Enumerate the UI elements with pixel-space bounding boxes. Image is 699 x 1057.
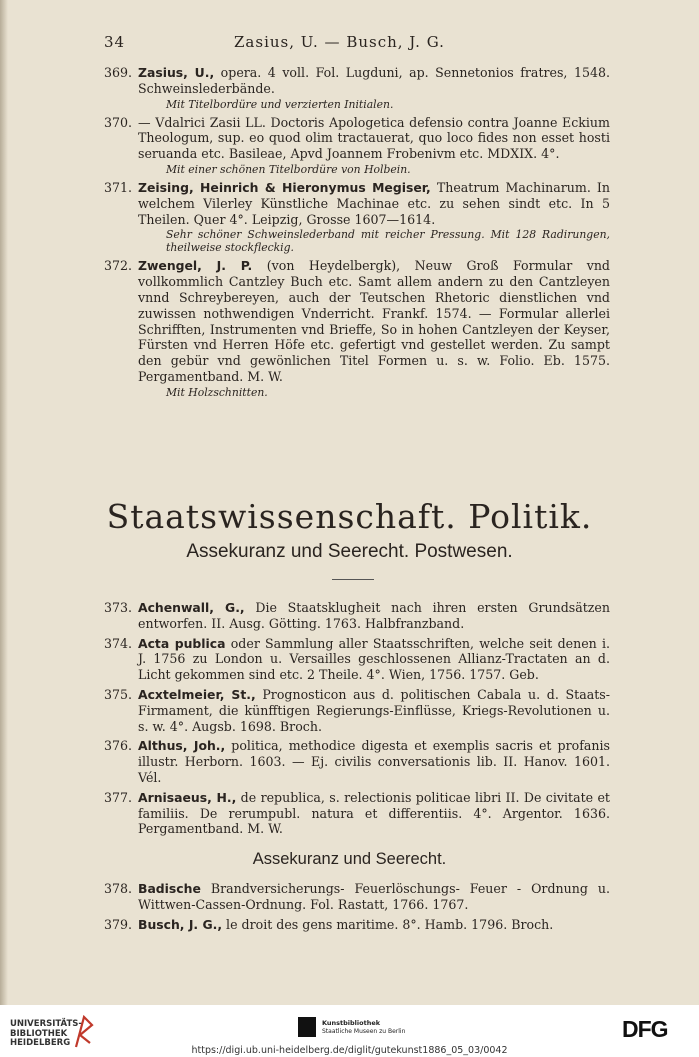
entries-seerecht	[104, 881, 610, 936]
entry-number: 370.	[104, 114, 133, 130]
catalog-entry	[104, 790, 610, 837]
catalog-entry	[104, 600, 610, 632]
entry-author: Busch, J. G.,	[138, 916, 223, 932]
entry-author: Zasius, U.,	[138, 65, 215, 80]
university-library-label[interactable]: UNIVERSITÄTS- BIBLIOTHEK HEIDELBERG	[10, 1019, 82, 1048]
entry-note: Mit Holzschnitten.	[166, 385, 268, 399]
entry-number: 377.	[104, 789, 133, 805]
entry-author: Althus, Joh.,	[138, 738, 226, 754]
permalink-url[interactable]: https://digi.ub.uni-heidelberg.de/diglit/gutekunst1886_05_03/0042	[191, 1045, 508, 1056]
entry-author: Achenwall, G.,	[138, 600, 245, 615]
entry-number: 378.	[104, 881, 133, 896]
catalog-entry	[104, 881, 610, 913]
catalog-entry	[104, 65, 610, 111]
entry-number: 369.	[104, 65, 133, 80]
entry-number: 371.	[104, 179, 133, 195]
entry-text: politica, methodice digesta et exemplis sacris et profanis illustr. Herborn. 1603. — Ej. civilis conversationis lib. II. Hanov. 1601. Vél.	[138, 738, 610, 785]
entry-author: Zwengel, J. P.	[138, 258, 253, 274]
entry-text: opera. 4 voll. Fol. Lugduni, ap. Sennetonios fratres, 1548. Schweinslederbände.	[138, 65, 610, 96]
entry-note: Mit einer schönen Titelbordüre von Holbein.	[166, 162, 411, 176]
entry-note: Mit Titelbordüre und verzierten Initialen.	[166, 97, 394, 111]
entry-number: 373.	[104, 600, 133, 615]
entries-top	[104, 65, 610, 403]
running-title: Zasius, U. — Busch, J. G.	[234, 33, 445, 51]
entry-text: le droit des gens maritime. 8°. Hamb. 1796. Broch.	[222, 916, 554, 932]
section-title: Staatswissenschaft. Politik.	[106, 497, 593, 536]
section-subtitle: Assekuranz und Seerecht. Postwesen.	[186, 541, 513, 562]
entry-author: Arnisaeus, H.,	[138, 789, 237, 805]
entry-number: 376.	[104, 738, 133, 754]
catalog-entry	[104, 917, 610, 933]
entry-note: Sehr schöner Schweinslederband mit reicher Pressung. Mit 128 Radirungen, theilweise stockfleckig.	[166, 228, 610, 255]
entry-number: 375.	[104, 686, 133, 702]
entry-text: (von Heydelbergk), Neuw Groß Formular vnd vollkommlich Cantzley Buch etc. Samt allem andern zu den Cantzleyen vnnd Schreybereyen, auch der Teutschen Rhetoric dienstlichen vnd zuwissen nothwendigen Vnderricht. Frankf. 1574. — Formular allerlei Schrifften, Instrumenten vnd Brieffe, So in hohen Cantzleyen der Keyser, Fürsten vnd Herren Höfe etc. gefertigt vnd gestellet werden. Zu sampt den gebür vnd gewönlichen Titel Formen u. s. w. Folio. Eb. 1575. Pergamentband. M. W.	[138, 258, 610, 384]
entry-text: — Vdalrici Zasii LL. Doctoris Apologetica defensio contra Joanne Eckium Theologum, sup. eo quod olim tractauerat, quo loco fides non esset hosti seruanda etc. Basileae, Apvd Joannem Frobenivm etc. MDXIX. 4°.	[138, 114, 610, 162]
kunstbibliothek-logo-icon[interactable]	[298, 1017, 316, 1037]
entry-text: oder Sammlung aller Staatsschriften, welche seit denen i. J. 1756 zu London u. Versailles geschlossenen Allianz-Tractaten an d. Licht gekommen sind etc. 2 Theile. 4°. Wien, 1756. 1757. Geb.	[138, 635, 611, 683]
entry-number: 379.	[104, 916, 133, 932]
entry-author: Badische	[138, 881, 201, 896]
kunstbibliothek-label: Kunstbibliothek Staatliche Museen zu Berlin	[322, 1019, 406, 1035]
dfg-logo[interactable]: DFG	[622, 1016, 668, 1042]
entry-text: de republica, s. relectionis politicae libri II. De civitate et familiis. De rerumpubl. natura et differentiis. 4°. Argentor. 1636. Pergamentband. M. W.	[138, 789, 610, 837]
catalog-entry	[104, 115, 610, 176]
subsection-title: Assekuranz und Seerecht.	[252, 850, 447, 868]
entry-text: Die Staatsklugheit nach ihren ersten Grundsätzen entworfen. II. Ausg. Götting. 1763. Halbfranzband.	[138, 600, 610, 631]
catalog-entry	[104, 258, 610, 398]
viewer-footer	[0, 1005, 699, 1057]
entry-number: 374.	[104, 635, 133, 651]
entry-number: 372.	[104, 258, 133, 274]
entry-text: Brandversicherungs- Feuerlöschungs- Feuer - Ordnung u. Wittwen-Cassen-Ordnung. Fol. Rastatt, 1766. 1767.	[138, 881, 610, 912]
entry-author: Acta publica	[138, 635, 226, 651]
entry-text: Prognosticon aus d. politischen Cabala u. d. Staats-Firmament, die künfftigen Regierungs-Einflüsse, Kriegs-Revolutionen u. s. w. 4°. Augsb. 1698. Broch.	[138, 686, 610, 734]
entries-politik	[104, 600, 610, 841]
section-divider	[332, 579, 374, 580]
catalog-entry	[104, 687, 610, 734]
catalog-entry	[104, 636, 610, 683]
entry-text: Theatrum Machinarum. In welchem Vilerley Künstliche Machinae etc. zu sehen sindt etc. In 5 Theilen. Quer 4°. Leipzig, Grosse 1607—1614.	[138, 179, 611, 227]
catalog-entry	[104, 738, 610, 785]
entry-author: Zeising, Heinrich & Hieronymus Megiser,	[138, 179, 431, 195]
entry-author: Acxtelmeier, St.,	[138, 686, 256, 702]
heidelberg-logo-icon[interactable]	[74, 1015, 94, 1049]
catalog-entry	[104, 180, 610, 254]
page-number: 34	[104, 33, 126, 51]
